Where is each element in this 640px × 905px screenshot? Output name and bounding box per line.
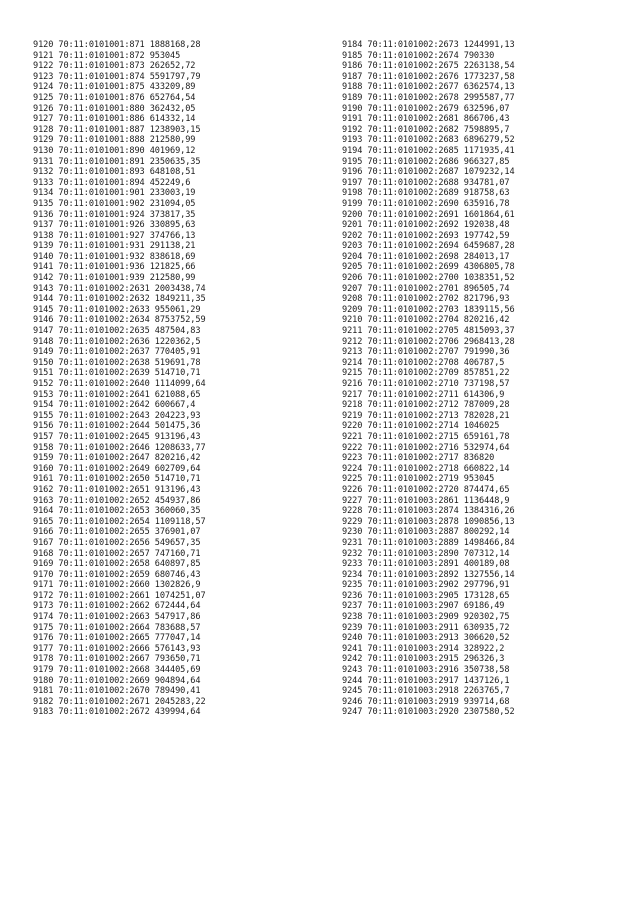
record-row: 9165 70:11:0101002:2654 1109118,57 [33, 516, 206, 527]
record-row: 9242 70:11:0101003:2915 296326,3 [342, 654, 505, 665]
record-row: 9235 70:11:0101003:2902 297796,91 [342, 580, 510, 591]
record-row: 9121 70:11:0101001:872 953045 [33, 50, 181, 61]
record-row: 9246 70:11:0101003:2919 939714,68 [342, 696, 510, 707]
record-row: 9233 70:11:0101003:2891 400189,08 [342, 559, 510, 570]
record-row: 9166 70:11:0101002:2655 376901,07 [33, 527, 201, 538]
record-row: 9196 70:11:0101002:2687 1079232,14 [342, 167, 515, 178]
record-row: 9172 70:11:0101002:2661 1074251,07 [33, 590, 206, 601]
record-row: 9180 70:11:0101002:2669 904894,64 [33, 675, 201, 686]
left-column [33, 40, 206, 718]
record-row: 9178 70:11:0101002:2667 793650,71 [33, 654, 201, 665]
record-row: 9143 70:11:0101002:2631 2003438,74 [33, 283, 206, 294]
record-row: 9173 70:11:0101002:2662 672444,64 [33, 601, 201, 612]
record-row: 9188 70:11:0101002:2677 6362574,13 [342, 82, 515, 93]
record-row: 9237 70:11:0101003:2907 69186,49 [342, 601, 505, 612]
record-row: 9162 70:11:0101002:2651 913196,43 [33, 484, 201, 495]
record-row: 9211 70:11:0101002:2705 4815093,37 [342, 326, 515, 337]
record-row: 9222 70:11:0101002:2716 532974,64 [342, 442, 510, 453]
record-row: 9194 70:11:0101002:2685 1171935,41 [342, 145, 515, 156]
record-row: 9199 70:11:0101002:2690 635916,78 [342, 198, 510, 209]
record-row: 9137 70:11:0101001:926 330895,63 [33, 220, 196, 231]
record-row: 9128 70:11:0101001:887 1238903,15 [33, 124, 201, 135]
record-row: 9169 70:11:0101002:2658 640897,85 [33, 559, 201, 570]
record-row: 9219 70:11:0101002:2713 782028,21 [342, 410, 510, 421]
record-row: 9223 70:11:0101002:2717 836820 [342, 453, 495, 464]
record-row: 9220 70:11:0101002:2714 1046025 [342, 421, 500, 432]
record-row: 9247 70:11:0101003:2920 2307580,52 [342, 707, 515, 718]
record-row: 9168 70:11:0101002:2657 747160,71 [33, 548, 201, 559]
record-row: 9179 70:11:0101002:2668 344405,69 [33, 665, 201, 676]
record-row: 9170 70:11:0101002:2659 680746,43 [33, 569, 201, 580]
record-row: 9205 70:11:0101002:2699 4306805,78 [342, 262, 515, 273]
record-row: 9129 70:11:0101001:888 212580,99 [33, 135, 196, 146]
record-row: 9231 70:11:0101003:2889 1498466,84 [342, 537, 515, 548]
record-row: 9147 70:11:0101002:2635 487504,83 [33, 326, 201, 337]
record-row: 9158 70:11:0101002:2646 1208633,77 [33, 442, 206, 453]
record-row: 9187 70:11:0101002:2676 1773237,58 [342, 71, 515, 82]
record-row: 9156 70:11:0101002:2644 501475,36 [33, 421, 201, 432]
record-row: 9136 70:11:0101001:924 373817,35 [33, 209, 196, 220]
record-row: 9186 70:11:0101002:2675 2263138,54 [342, 61, 515, 72]
record-row: 9135 70:11:0101001:902 231094,05 [33, 198, 196, 209]
record-row: 9160 70:11:0101002:2649 602709,64 [33, 463, 201, 474]
record-row: 9240 70:11:0101003:2913 306620,52 [342, 633, 510, 644]
record-row: 9197 70:11:0101002:2688 934781,07 [342, 177, 510, 188]
record-row: 9210 70:11:0101002:2704 820216,42 [342, 315, 510, 326]
record-row: 9164 70:11:0101002:2653 360060,35 [33, 506, 201, 517]
record-row: 9245 70:11:0101003:2918 2263765,7 [342, 686, 510, 697]
record-row: 9214 70:11:0101002:2708 406787,5 [342, 357, 505, 368]
record-row: 9155 70:11:0101002:2643 204223,93 [33, 410, 201, 421]
record-row: 9243 70:11:0101003:2916 350738,58 [342, 665, 510, 676]
record-row: 9154 70:11:0101002:2642 600667,4 [33, 400, 196, 411]
record-row: 9217 70:11:0101002:2711 614306,9 [342, 389, 505, 400]
record-row: 9131 70:11:0101001:891 2350635,35 [33, 156, 201, 167]
record-row: 9127 70:11:0101001:886 614332,14 [33, 114, 196, 125]
record-row: 9227 70:11:0101003:2861 1136448,9 [342, 495, 510, 506]
record-row: 9192 70:11:0101002:2682 7598895,7 [342, 124, 510, 135]
record-row: 9161 70:11:0101002:2650 514710,71 [33, 474, 201, 485]
record-row: 9138 70:11:0101001:927 374766,13 [33, 230, 196, 241]
record-row: 9208 70:11:0101002:2702 821796,93 [342, 294, 510, 305]
record-row: 9177 70:11:0101002:2666 576143,93 [33, 643, 201, 654]
record-row: 9163 70:11:0101002:2652 454937,86 [33, 495, 201, 506]
record-row: 9193 70:11:0101002:2683 6896279,52 [342, 135, 515, 146]
record-row: 9132 70:11:0101001:893 648108,51 [33, 167, 196, 178]
record-row: 9122 70:11:0101001:873 262652,72 [33, 61, 196, 72]
record-row: 9244 70:11:0101003:2917 1437126,1 [342, 675, 510, 686]
record-row: 9190 70:11:0101002:2679 632596,07 [342, 103, 510, 114]
record-row: 9202 70:11:0101002:2693 197742,59 [342, 230, 510, 241]
record-row: 9218 70:11:0101002:2712 787009,28 [342, 400, 510, 411]
record-row: 9146 70:11:0101002:2634 8753752,59 [33, 315, 206, 326]
record-row: 9125 70:11:0101001:876 652764,54 [33, 92, 196, 103]
record-row: 9216 70:11:0101002:2710 737198,57 [342, 379, 510, 389]
record-row: 9142 70:11:0101001:939 212580,99 [33, 273, 196, 284]
record-row: 9191 70:11:0101002:2681 866706,43 [342, 114, 510, 125]
record-row: 9183 70:11:0101002:2672 439994,64 [33, 707, 201, 718]
record-row: 9123 70:11:0101001:874 5591797,79 [33, 71, 201, 82]
record-row: 9234 70:11:0101003:2892 1327556,14 [342, 569, 515, 580]
record-row: 9174 70:11:0101002:2663 547917,86 [33, 612, 201, 623]
record-row: 9236 70:11:0101003:2905 173128,65 [342, 590, 510, 601]
record-row: 9241 70:11:0101003:2914 328922,2 [342, 643, 505, 654]
record-row: 9176 70:11:0101002:2665 777047,14 [33, 633, 201, 644]
record-row: 9189 70:11:0101002:2678 2995587,77 [342, 92, 515, 103]
record-row: 9204 70:11:0101002:2698 284013,17 [342, 251, 510, 262]
record-row: 9181 70:11:0101002:2670 789490,41 [33, 686, 201, 697]
record-row: 9134 70:11:0101001:901 233003,19 [33, 188, 196, 199]
record-row: 9120 70:11:0101001:871 1888168,28 [33, 40, 201, 50]
record-row: 9148 70:11:0101002:2636 1220362,5 [33, 336, 201, 347]
record-row: 9171 70:11:0101002:2660 1302826,9 [33, 580, 201, 591]
record-row: 9157 70:11:0101002:2645 913196,43 [33, 431, 201, 442]
record-row: 9151 70:11:0101002:2639 514710,71 [33, 368, 201, 379]
record-row: 9209 70:11:0101002:2703 1839115,56 [342, 304, 515, 315]
record-row: 9213 70:11:0101002:2707 791990,36 [342, 347, 510, 358]
record-row: 9212 70:11:0101002:2706 2968413,28 [342, 336, 515, 347]
record-row: 9133 70:11:0101001:894 452249,6 [33, 177, 191, 188]
record-row: 9185 70:11:0101002:2674 790330 [342, 50, 495, 61]
record-row: 9207 70:11:0101002:2701 896505,74 [342, 283, 510, 294]
right-column [342, 40, 515, 718]
record-row: 9167 70:11:0101002:2656 549657,35 [33, 537, 201, 548]
record-row: 9226 70:11:0101002:2720 874474,65 [342, 484, 510, 495]
record-row: 9184 70:11:0101002:2673 1244991,13 [342, 40, 515, 50]
record-row: 9221 70:11:0101002:2715 659161,78 [342, 431, 510, 442]
record-row: 9182 70:11:0101002:2671 2045283,22 [33, 696, 206, 707]
record-row: 9200 70:11:0101002:2691 1601864,61 [342, 209, 515, 220]
record-row: 9150 70:11:0101002:2638 519691,78 [33, 357, 201, 368]
record-row: 9145 70:11:0101002:2633 955061,29 [33, 304, 201, 315]
record-row: 9153 70:11:0101002:2641 621088,65 [33, 389, 201, 400]
record-row: 9159 70:11:0101002:2647 820216,42 [33, 453, 201, 464]
record-row: 9140 70:11:0101001:932 838618,69 [33, 251, 196, 262]
record-row: 9149 70:11:0101002:2637 770405,91 [33, 347, 201, 358]
record-row: 9152 70:11:0101002:2640 1114099,64 [33, 379, 206, 389]
record-row: 9229 70:11:0101003:2878 1090856,13 [342, 516, 515, 527]
record-row: 9198 70:11:0101002:2689 918758,63 [342, 188, 510, 199]
record-row: 9239 70:11:0101003:2911 630935,72 [342, 622, 510, 633]
record-row: 9228 70:11:0101003:2874 1384316,26 [342, 506, 515, 517]
record-row: 9130 70:11:0101001:890 401969,12 [33, 145, 196, 156]
record-row: 9232 70:11:0101003:2890 707312,14 [342, 548, 510, 559]
record-row: 9175 70:11:0101002:2664 783688,57 [33, 622, 201, 633]
record-row: 9126 70:11:0101001:880 362432,05 [33, 103, 196, 114]
record-row: 9124 70:11:0101001:875 433209,89 [33, 82, 196, 93]
record-row: 9195 70:11:0101002:2686 966327,85 [342, 156, 510, 167]
record-row: 9201 70:11:0101002:2692 192038,48 [342, 220, 510, 231]
record-row: 9139 70:11:0101001:931 291138,21 [33, 241, 196, 252]
record-row: 9224 70:11:0101002:2718 660822,14 [342, 463, 510, 474]
record-row: 9144 70:11:0101002:2632 1849211,35 [33, 294, 206, 305]
record-row: 9225 70:11:0101002:2719 953045 [342, 474, 495, 485]
record-row: 9141 70:11:0101001:936 121825,66 [33, 262, 196, 273]
record-row: 9206 70:11:0101002:2700 1038351,52 [342, 273, 515, 284]
record-row: 9230 70:11:0101003:2887 800292,14 [342, 527, 510, 538]
record-row: 9203 70:11:0101002:2694 6459687,28 [342, 241, 515, 252]
record-row: 9215 70:11:0101002:2709 857851,22 [342, 368, 510, 379]
record-row: 9238 70:11:0101003:2909 920302,75 [342, 612, 510, 623]
